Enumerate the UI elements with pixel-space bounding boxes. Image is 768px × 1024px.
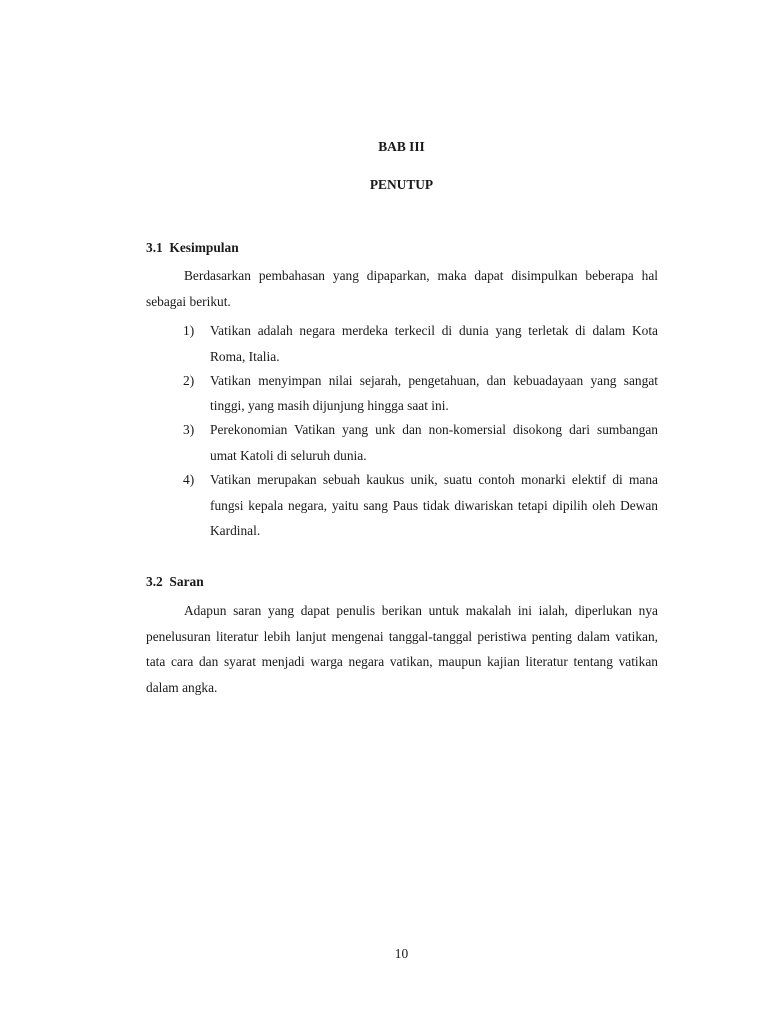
- section-title-kesimpulan: 3.1 Kesimpulan: [146, 240, 239, 255]
- saran-paragraph: Adapun saran yang dapat penulis berikan untuk makalah ini ialah, diperlukan nya penelusuran literatur lebih lanjut mengenai tanggal-tanggal peristiwa penting dalam vatikan, tata cara dan syarat menjadi warga negara vatikan, maupun kajian literatur tentang vatikan dalam angka.: [146, 603, 658, 695]
- chapter-label: BAB III: [378, 139, 425, 154]
- list-item-number: 2): [183, 372, 195, 388]
- section-title-saran: 3.2 Saran: [146, 574, 204, 589]
- list-item-text: Vatikan menyimpan nilai sejarah, pengetahuan, dan kebuadayaan yang sangat tinggi, yang masih dijunjung hingga saat ini.: [210, 372, 658, 414]
- list-item-number: 4): [183, 472, 195, 488]
- conclusion-list: [146, 318, 658, 542]
- list-item: [146, 318, 658, 369]
- list-item-text: Vatikan adalah negara merdeka terkecil di dunia yang terletak di dalam Kota Roma, Italia.: [210, 323, 658, 364]
- list-item-number: 1): [183, 323, 195, 338]
- list-item-number: 3): [183, 422, 195, 438]
- section-intro-paragraph: Berdasarkan pembahasan yang dipaparkan, maka dapat disimpulkan beberapa hal sebagai berikut.: [146, 268, 658, 309]
- page-number: 10: [394, 946, 409, 961]
- chapter-title: PENUTUP: [369, 177, 434, 192]
- list-item-text: Vatikan merupakan sebuah kaukus unik, suatu contoh monarki elektif di mana fungsi kepala negara, yaitu sang Paus tidak diwariskan tetapi dipilih oleh Dewan Kardinal.: [210, 472, 658, 539]
- list-item: [146, 467, 658, 544]
- list-item-text: Perekonomian Vatikan yang unk dan non-komersial disokong dari sumbangan umat Katoli di seluruh dunia.: [210, 422, 658, 463]
- list-item: [146, 417, 658, 468]
- list-item: [146, 368, 658, 419]
